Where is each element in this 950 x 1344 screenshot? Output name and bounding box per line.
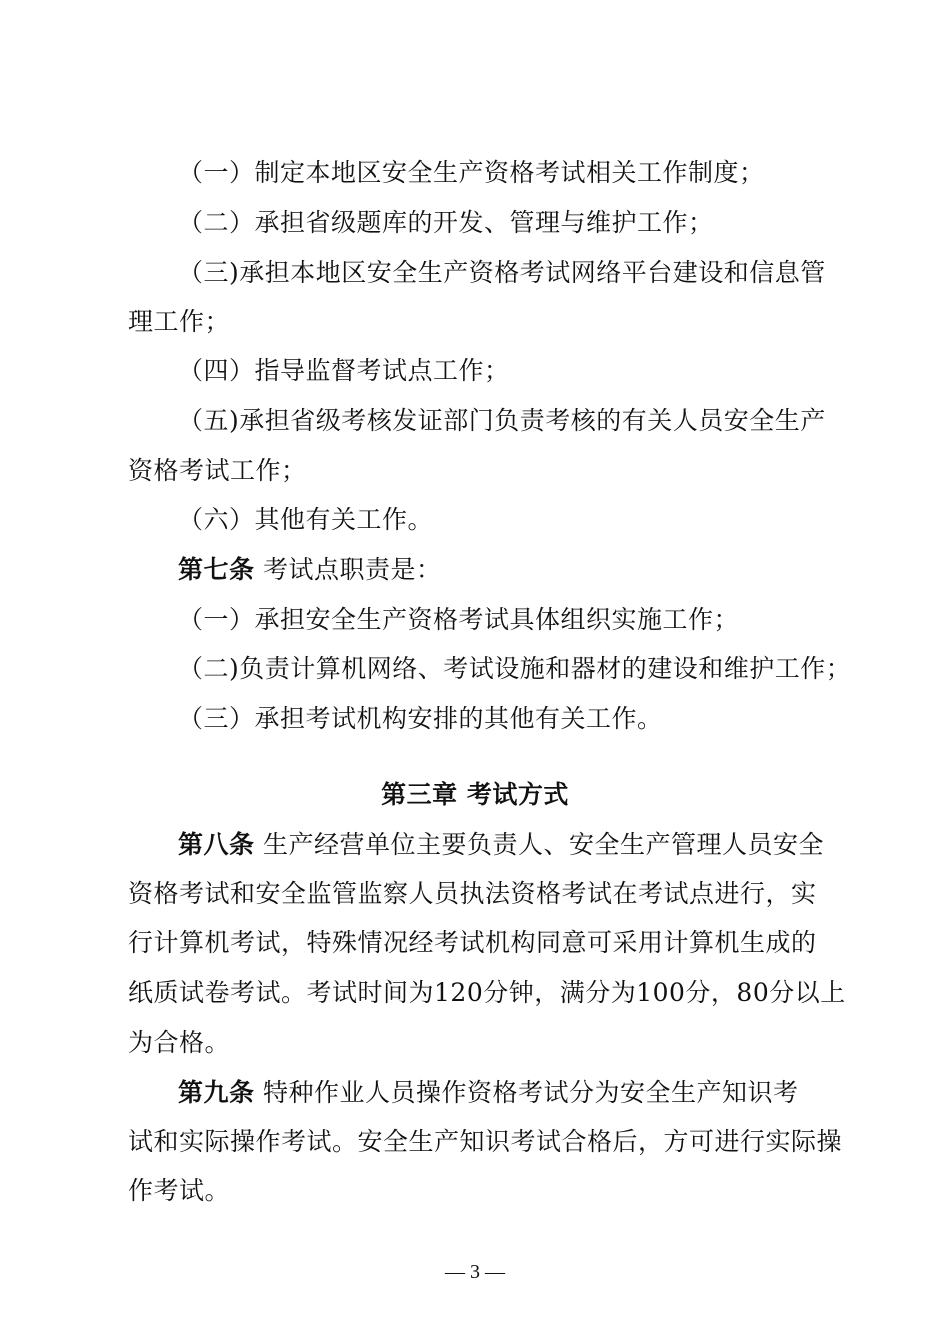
article-8-heading: 第八条 <box>178 830 255 859</box>
item-5-line: （五)承担省级考核发证部门负责考核的有关人员安全生产 <box>178 406 826 435</box>
article-7-heading: 第七条 <box>178 555 255 584</box>
article-9-line-2: 试和实际操作考试。安全生产知识考试合格后，方可进行实际操 <box>128 1127 843 1156</box>
article-7-text: 考试点职责是： <box>254 555 442 584</box>
article-7-item-1: （一）承担安全生产资格考试具体组织实施工作； <box>178 605 740 634</box>
article-7 <box>178 553 441 587</box>
article-9-line-1 <box>178 1076 798 1110</box>
article-8-line-1 <box>178 828 824 862</box>
chapter-heading: 第三章 考试方式 <box>381 780 569 809</box>
item-3-line: （三)承担本地区安全生产资格考试网络平台建设和信息管 <box>178 258 826 287</box>
article-8-line-3: 行计算机考试，特殊情况经考试机构同意可采用计算机生成的 <box>128 928 817 957</box>
article-8-line-5: 为合格。 <box>128 1028 231 1057</box>
article-8-text: 生产经营单位主要负责人、安全生产管理人员安全 <box>254 830 824 859</box>
page-number: — 3 — <box>445 1261 505 1283</box>
article-9-text: 特种作业人员操作资格考试分为安全生产知识考 <box>254 1078 799 1107</box>
article-8-line-4: 纸质试卷考试。考试时间为120分钟，满分为100分，80分以上 <box>128 978 846 1007</box>
article-9-line-3: 作考试。 <box>128 1176 231 1205</box>
item-4-line: （四）指导监督考试点工作； <box>178 356 510 385</box>
item-1-line: （一）制定本地区安全生产资格考试相关工作制度； <box>178 158 765 187</box>
article-7-item-2: （二)负责计算机网络、考试设施和器材的建设和维护工作； <box>178 654 852 683</box>
article-7-item-3: （三）承担考试机构安排的其他有关工作。 <box>178 704 663 733</box>
item-6-line: （六）其他有关工作。 <box>178 505 434 534</box>
article-8-line-2: 资格考试和安全监管监察人员执法资格考试在考试点进行，实 <box>128 879 817 908</box>
item-3-continuation: 理工作； <box>128 307 231 336</box>
item-5-continuation: 资格考试工作； <box>128 456 307 485</box>
article-9-heading: 第九条 <box>178 1078 255 1107</box>
item-2-line: （二）承担省级题库的开发、管理与维护工作； <box>178 208 714 237</box>
